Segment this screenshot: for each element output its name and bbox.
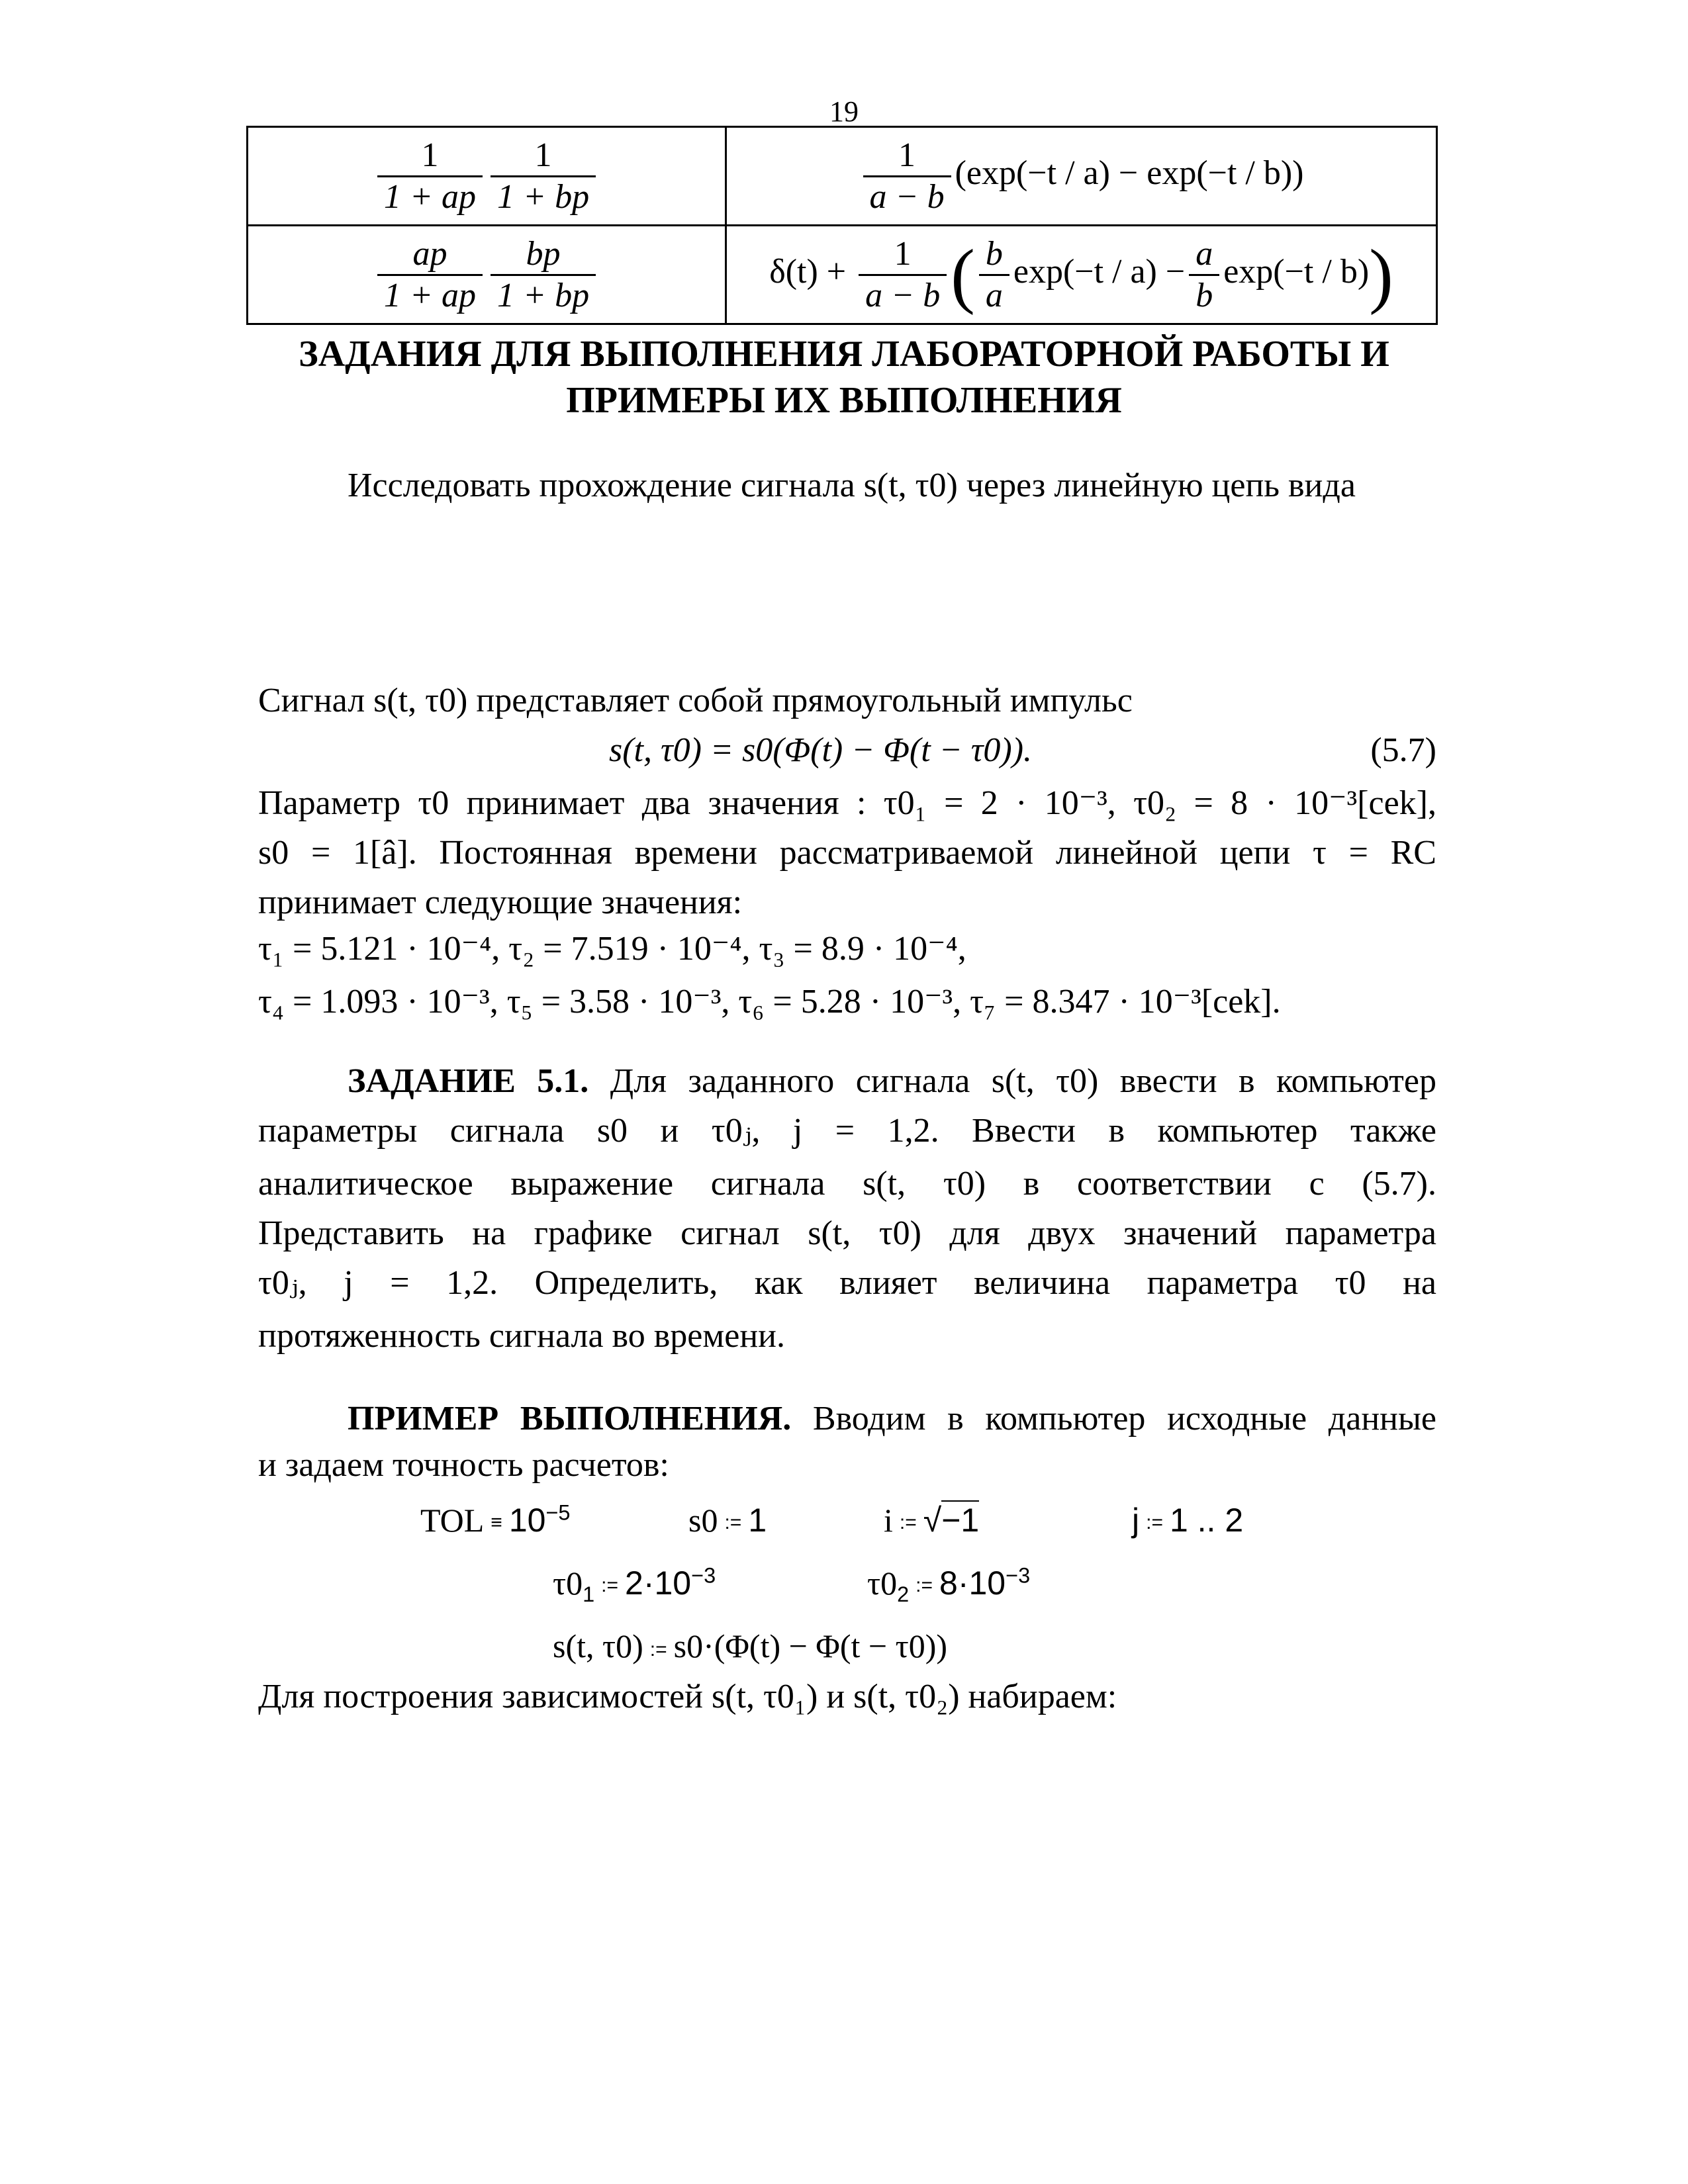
signal-description: Сигнал s(t, τ0) представляет собой прямоугольный импульс xyxy=(258,682,1133,719)
task-title: ЗАДАНИЕ 5.1. xyxy=(348,1062,589,1100)
mathcad-tol: TOL ≡ $10^{-5}$ xyxy=(420,1500,571,1539)
example-paragraph: ПРИМЕР ВЫПОЛНЕНИЯ. Вводим в компьютер исходные данные xyxy=(348,1400,1437,1437)
mathcad-i: i := √−1 xyxy=(884,1502,980,1539)
table-cell-transfer: $\frac{1}{1 + ap}$ $\frac{1}{1 + bp}$ xyxy=(248,127,726,226)
mathcad-tau01: $\tau 0_1$ := $2\cdot 10^{-3}$ xyxy=(553,1563,716,1606)
table-cell-impulse: δ(t) + $\frac{1}{a - b}$ ( $\frac{b}{a}$ exp(−t / a) − $\frac{a}{b}$ exp(−t / b)) xyxy=(726,226,1437,324)
tau-values: τ₁ = 5.121 · 10⁻⁴, τ₂ = 7.519 · 10⁻⁴, τ₃ = 8.9 · 10⁻⁴, xyxy=(258,930,966,968)
params-line: s0 = 1[â]. Постоянная времени рассматриваемой линейной цепи τ = RC xyxy=(258,834,1436,872)
mathcad-s0: s0 := 1 xyxy=(688,1502,767,1539)
table-row xyxy=(248,226,1437,324)
mathcad-tau02: $\tau 0_2$ := $8\cdot 10^{-3}$ xyxy=(867,1563,1031,1606)
params-line: принимает следующие значения: xyxy=(258,884,743,921)
sqrt-icon: √ xyxy=(923,1502,942,1539)
table-row xyxy=(248,127,1437,226)
task-line: аналитическое выражение сигнала s(t, τ0) в соответствии с (5.7). xyxy=(258,1165,1436,1203)
task-line: τ0ⱼ, j = 1,2. Определить, как влияет величина параметра τ0 на xyxy=(258,1264,1436,1302)
params-line: Параметр τ0 принимает два значения : τ0₁ = 2 · 10⁻³, τ0₂ = 8 · 10⁻³[cek], xyxy=(258,784,1436,822)
task-line: Представить на графике сигнал s(t, τ0) для двух значений параметра xyxy=(258,1214,1436,1252)
task-line: параметры сигнала s0 и τ0ⱼ, j = 1,2. Ввести в компьютер также xyxy=(258,1112,1436,1150)
section-heading: ЗАДАНИЯ ДЛЯ ВЫПОЛНЕНИЯ ЛАБОРАТОРНОЙ РАБОТЫ И ПРИМЕРЫ ИХ ВЫПОЛНЕНИЯ xyxy=(299,334,1389,421)
table-cell-transfer: $\frac{ap}{1 + ap}$ $\frac{bp}{1 + bp}$ xyxy=(248,226,726,324)
equation-label: (5.7) xyxy=(1370,731,1436,769)
table-cell-impulse: $\frac{1}{a - b}$ (exp(−t / a) − exp(−t / b)) xyxy=(726,127,1437,226)
closing-line: Для построения зависимостей s(t, τ0₁) и s(t, τ0₂) набираем: xyxy=(258,1678,1117,1715)
mathcad-j: j := 1 .. 2 xyxy=(1132,1502,1244,1539)
mathcad-signal-function: s(t, τ0) := s0·(Φ(t) − Φ(t − τ0)) xyxy=(553,1627,947,1664)
intro-paragraph: Исследовать прохождение сигнала s(t, τ0) через линейную цепь вида xyxy=(348,467,1356,504)
task-line: протяженность сигнала во времени. xyxy=(258,1317,785,1355)
example-title: ПРИМЕР ВЫПОЛНЕНИЯ. xyxy=(348,1400,792,1437)
task-paragraph: ЗАДАНИЕ 5.1. Для заданного сигнала s(t, τ0) ввести в компьютер xyxy=(348,1062,1436,1100)
transfer-function-table xyxy=(246,126,1438,325)
tau-values: τ₄ = 1.093 · 10⁻³, τ₅ = 3.58 · 10⁻³, τ₆ = 5.28 · 10⁻³, τ₇ = 8.347 · 10⁻³[cek]. xyxy=(258,983,1281,1021)
page-number: 19 xyxy=(829,95,859,128)
example-line: и задаем точность расчетов: xyxy=(258,1446,669,1484)
